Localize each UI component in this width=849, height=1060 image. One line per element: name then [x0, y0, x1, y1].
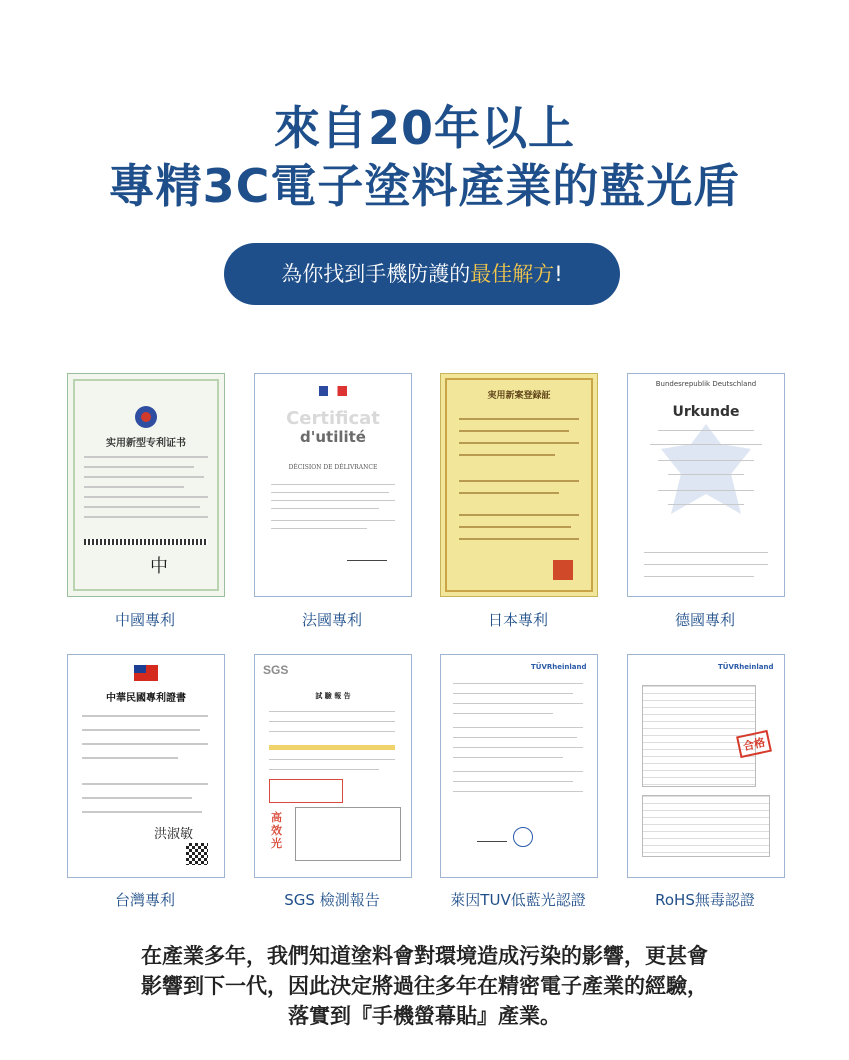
caption-china-patent: 中國專利: [114, 611, 175, 629]
document-title: Urkunde: [672, 404, 740, 420]
document-heading: DÉCISION DE DÉLIVRANCE: [288, 464, 378, 471]
document-title: Certificat: [286, 408, 380, 429]
headline-line2: 專精3C電子塗料產業的藍光盾: [108, 159, 741, 213]
federal-eagle-watermark-icon: [651, 414, 761, 544]
banner-highlight: 最佳解方: [470, 262, 555, 286]
certificate-china-patent: [67, 373, 225, 597]
certificate-sgs-report: [254, 654, 412, 878]
caption-sgs-report: SGS 檢測報告: [284, 891, 380, 909]
document-title: 中華民國專利證書: [106, 693, 186, 704]
patent-emblem-icon: [131, 404, 161, 430]
banner-prefix: 為你找到手機防護的: [281, 262, 471, 286]
result-stamp: 高效光: [271, 811, 282, 850]
seal-signature: 中: [150, 556, 168, 577]
taiwan-flag-icon: [134, 665, 158, 681]
document-title: 試 驗 報 告: [315, 691, 351, 700]
tuv-logo: TÜVRheinland: [531, 663, 587, 671]
caption-taiwan-patent: 台灣專利: [114, 891, 175, 909]
caption-tuv-low-blue-light: 萊因TUV低藍光認證: [450, 891, 586, 909]
qr-code-icon: [186, 843, 208, 865]
certificate-japan-patent: [440, 373, 598, 597]
official-seal-icon: [553, 560, 573, 580]
tuv-logo: TÜVRheinland: [718, 663, 774, 671]
caption-france-patent: 法國專利: [301, 611, 362, 629]
certificate-france-patent: [254, 373, 412, 597]
solution-banner: [224, 243, 620, 305]
banner-suffix: !: [554, 262, 563, 286]
certificate-tuv-low-blue-light: [440, 654, 598, 878]
caption-germany-patent: 德國專利: [674, 611, 735, 629]
footer-line3: 落實到『手機螢幕貼』產業。: [288, 1004, 561, 1028]
certificate-germany-patent: [627, 373, 785, 597]
document-header: Bundesrepublik Deutschland: [655, 380, 757, 388]
certificate-taiwan-patent: [67, 654, 225, 878]
footer-line2: 影響到下一代，因此決定將過往多年在精密電子產業的經驗，: [141, 974, 708, 998]
caption-rohs: RoHS無毒認證: [655, 891, 755, 909]
certification-seal-icon: [513, 827, 533, 847]
document-title: 实用新型专利证书: [106, 438, 186, 449]
certificate-rohs: [627, 654, 785, 878]
document-title: 実用新案登録証: [487, 391, 551, 401]
sgs-logo: SGS: [263, 663, 289, 677]
document-subtitle: d'utilité: [300, 428, 366, 446]
headline-line1: 來自20年以上: [273, 101, 575, 155]
caption-japan-patent: 日本專利: [487, 611, 548, 629]
signature: 洪淑敏: [154, 827, 194, 842]
footer-line1: 在產業多年，我們知道塗料會對環境造成污染的影響，更甚會: [141, 944, 708, 968]
pass-stamp: 合格: [736, 730, 772, 758]
